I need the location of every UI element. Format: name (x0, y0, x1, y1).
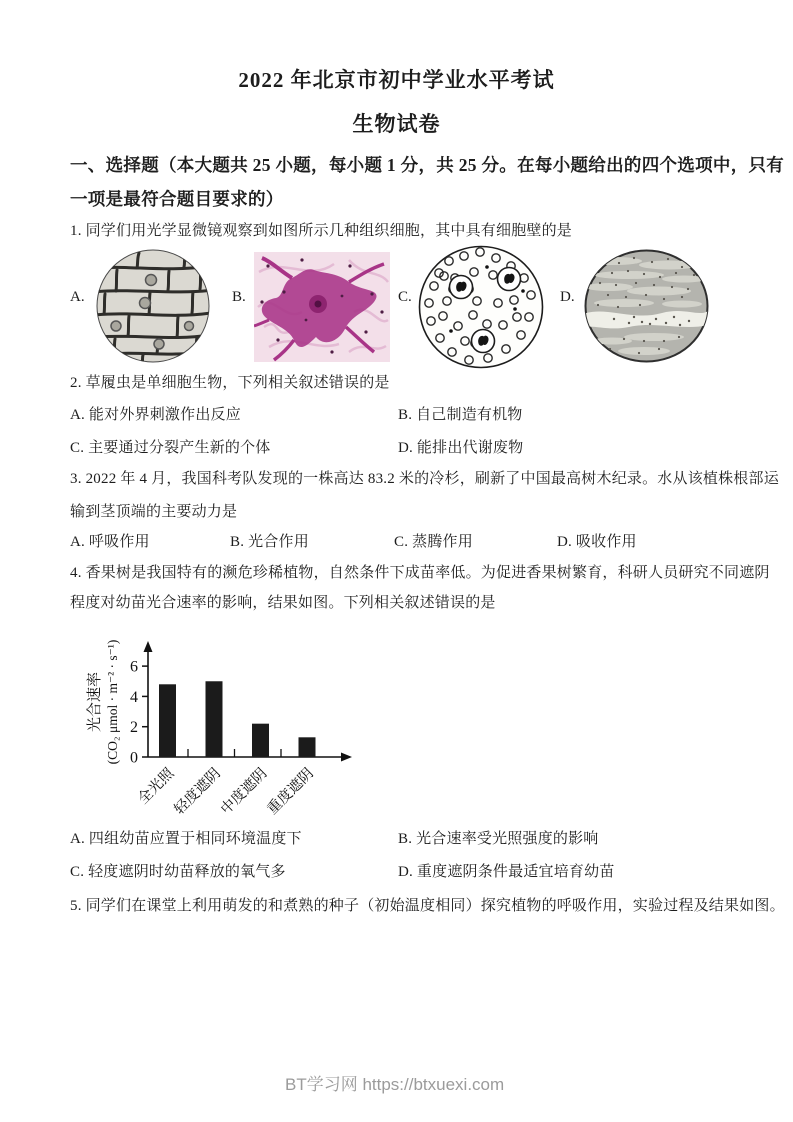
svg-text:中度遮阴: 中度遮阴 (218, 765, 271, 818)
question-4-stem-line1: 4. 香果树是我国特有的濒危珍稀植物，自然条件下成苗率低。为促进香果树繁育，科研人员研究不同遮阴 (70, 565, 770, 581)
question-1-stem: 1. 同学们用光学显微镜观察到如图所示几种组织细胞，其中具有细胞壁的是 (70, 223, 573, 239)
svg-text:2: 2 (130, 719, 138, 737)
paper-title: 2022 年北京市初中学业水平考试 (238, 68, 555, 92)
micrograph-blood-cells-image (417, 245, 545, 370)
q2-option-d: D. 能排出代谢废物 (398, 440, 524, 456)
q4-option-d: D. 重度遮阴条件最适宜培育幼苗 (398, 864, 615, 880)
svg-text:(CO₂ μmol · m⁻² · s⁻¹): (CO₂ μmol · m⁻² · s⁻¹) (105, 639, 120, 765)
section-heading-line2: 一项是最符合题目要求的） (70, 189, 284, 209)
q3-option-c: C. 蒸腾作用 (394, 534, 473, 550)
svg-text:6: 6 (130, 658, 138, 676)
q3-option-a: A. 呼吸作用 (70, 534, 150, 550)
svg-text:0: 0 (130, 749, 138, 767)
q4-option-a: A. 四组幼苗应置于相同环境温度下 (70, 831, 302, 847)
q4-option-b: B. 光合速率受光照强度的影响 (398, 831, 599, 847)
q1-option-b-label: B. (232, 289, 246, 305)
paper-subtitle: 生物试卷 (352, 112, 441, 136)
svg-text:轻度遮阴: 轻度遮阴 (171, 765, 224, 818)
micrograph-nerve-cell-image (254, 252, 390, 362)
svg-text:光合速率: 光合速率 (87, 671, 103, 733)
q1-option-d-label: D. (560, 289, 575, 305)
photosynthesis-rate-chart (85, 627, 370, 825)
question-2-stem: 2. 草履虫是单细胞生物，下列相关叙述错误的是 (70, 375, 390, 391)
question-3-stem-line1: 3. 2022 年 4 月，我国科考队发现的一株高达 83.2 米的冷杉，刷新了中国最高树木纪录。水从该植株根部运 (70, 471, 779, 487)
q1-option-c-label: C. (398, 289, 412, 305)
q2-option-a: A. 能对外界刺激作出反应 (70, 407, 241, 423)
question-4-stem-line2: 程度对幼苗光合速率的影响，结果如图。下列相关叙述错误的是 (70, 595, 496, 611)
svg-text:全光照: 全光照 (135, 765, 178, 808)
svg-text:重度遮阴: 重度遮阴 (264, 765, 317, 818)
svg-text:4: 4 (130, 688, 138, 706)
section-heading-line1: 一、选择题（本大题共 25 小题，每小题 1 分，共 25 分。在每小题给出的四个选项中，只有 (70, 155, 785, 175)
micrograph-plant-cells-image (93, 249, 213, 364)
q2-option-b: B. 自己制造有机物 (398, 407, 523, 423)
question-5-stem: 5. 同学们在课堂上利用萌发的和煮熟的种子（初始温度相同）探究植物的呼吸作用，实验过程及结果如图。 (70, 898, 785, 914)
q3-option-b: B. 光合作用 (230, 534, 309, 550)
q1-option-a-label: A. (70, 289, 85, 305)
q4-option-c: C. 轻度遮阴时幼苗释放的氧气多 (70, 864, 286, 880)
footer-watermark: BT学习网 https://btxuexi.com (285, 1075, 505, 1094)
q2-option-c: C. 主要通过分裂产生新的个体 (70, 440, 271, 456)
question-3-stem-line2: 输到茎顶端的主要动力是 (70, 504, 238, 520)
q3-option-d: D. 吸收作用 (557, 534, 637, 550)
micrograph-muscle-tissue-image (584, 249, 709, 363)
